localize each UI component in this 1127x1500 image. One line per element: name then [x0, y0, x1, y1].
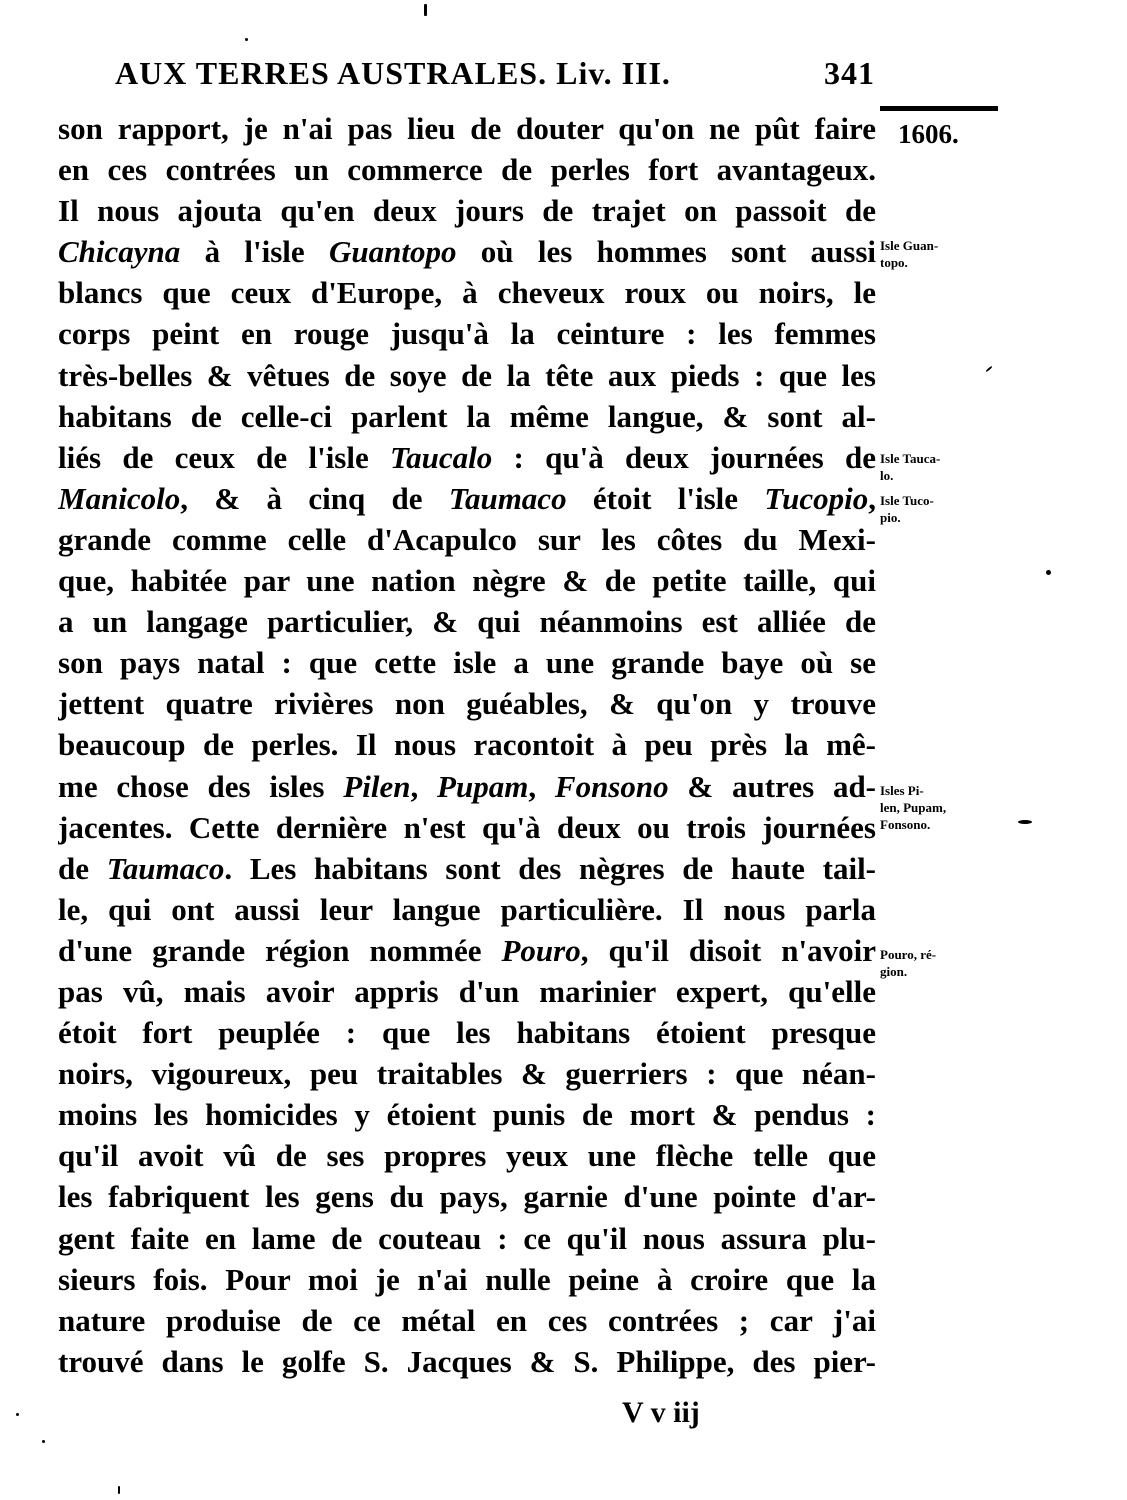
italic-name: Taumaco — [448, 480, 567, 516]
margin-note-line: pio. — [880, 510, 901, 525]
body-text — [58, 108, 876, 1382]
text-line: a un langage particulier, & qui néanmoins est alliée de — [58, 604, 876, 640]
italic-name: Pouro — [501, 932, 581, 968]
margin-note-pouro — [880, 946, 1010, 980]
italic-name: Pupam — [437, 768, 529, 804]
text-line: les fabriquent les gens du pays, garnie d'une pointe d'ar- — [58, 1179, 876, 1215]
text-segment: & autres ad- — [668, 768, 876, 804]
text-line: son rapport, je n'ai pas lieu de douter qu'on ne pût faire — [58, 111, 876, 146]
margin-year: 1606. — [898, 119, 959, 149]
italic-name: Fonsono — [554, 768, 669, 804]
margin-note-line: Isle Tuco- — [880, 493, 934, 508]
text-line: sieurs fois. Pour moi je n'ai nulle peine à croire que la — [58, 1261, 876, 1297]
margin-note-line: lo. — [880, 468, 894, 483]
text-segment: étoit l'isle — [566, 480, 765, 516]
speck — [1018, 820, 1032, 824]
margin-note-line: Isle Guan- — [880, 238, 939, 253]
italic-name: Manicolo — [58, 480, 181, 516]
text-segment: . Les habitans sont des nègres de haute tail- — [224, 850, 876, 886]
text-line: gent faite en lame de couteau : ce qu'il nous assura plu- — [58, 1220, 876, 1256]
text-line: corps peint en rouge jusqu'à la ceinture : les femmes — [58, 316, 876, 352]
text-segment: d'une grande région nommée — [58, 932, 502, 968]
text-line: que, habitée par une nation nègre & de petite taille, qui — [58, 563, 876, 599]
text-segment: où les hommes sont aussi — [456, 234, 876, 270]
text-segment: me chose des isles — [58, 768, 344, 804]
text-line — [58, 766, 876, 807]
text-segment: , — [528, 768, 555, 804]
text-line: moins les homicides y étoient punis de mort & pendus : — [58, 1097, 876, 1133]
text-line — [58, 437, 876, 478]
margin-note-pilen-pupam-fonsono — [880, 782, 1010, 833]
text-segment: liés de ceux de l'isle — [58, 439, 391, 475]
italic-name: Chicayna — [58, 234, 181, 270]
text-segment: , — [868, 480, 876, 516]
text-segment: à l'isle — [180, 234, 329, 270]
speck — [118, 1486, 120, 1494]
speck — [42, 1440, 45, 1443]
italic-name: Tucopio — [764, 480, 869, 516]
text-line: blancs que ceux d'Europe, à cheveux roux ou noirs, le — [58, 275, 876, 311]
text-segment: : qu'à deux journées de — [492, 439, 876, 475]
italic-name: Taumaco — [106, 850, 225, 886]
text-segment: , — [410, 768, 438, 804]
margin-note-line: Pouro, ré- — [880, 947, 937, 962]
italic-name: Pilen — [343, 768, 411, 804]
text-line — [58, 930, 876, 971]
speck — [985, 366, 992, 373]
text-segment: , & à cinq de — [180, 480, 449, 516]
text-line: pas vû, mais avoir appris d'un marinier expert, qu'elle — [58, 973, 876, 1009]
text-segment: , qu'il disoit n'avoir — [580, 932, 876, 968]
margin-note-line: Isle Tauca- — [880, 451, 941, 466]
text-line: jettent quatre rivières non guéables, & qu'on y trouve — [58, 686, 876, 722]
margin-rule — [880, 106, 998, 111]
signature-mark: V v iij — [622, 1396, 700, 1429]
speck — [1046, 570, 1051, 575]
margin-note-line: topo. — [880, 255, 908, 270]
text-line: grande comme celle d'Acapulco sur les côtes du Mexi- — [58, 521, 876, 557]
text-line: nature produise de ce métal en ces contrées ; car j'ai — [58, 1302, 876, 1338]
margin-note-line: Fonsono. — [880, 817, 931, 832]
speck — [245, 38, 248, 41]
margin-note-guantopo — [880, 237, 1010, 271]
speck — [424, 4, 427, 16]
text-line: qu'il avoit vû de ses propres yeux une flèche telle que — [58, 1138, 876, 1174]
margin-note-line: gion. — [880, 964, 908, 979]
running-header — [115, 50, 875, 96]
margin-note-line: len, Pupam, — [880, 800, 947, 815]
text-line: beaucoup de perles. Il nous racontoit à peu près la mê- — [58, 727, 876, 763]
margin-note-taucalo — [880, 450, 1010, 484]
text-line — [58, 848, 876, 889]
text-line: son pays natal : que cette isle a une grande baye où se — [58, 645, 876, 681]
italic-name: Guantopo — [329, 234, 457, 270]
speck — [16, 1413, 19, 1416]
text-line — [58, 478, 876, 519]
margin-note-tucopio — [880, 492, 1010, 526]
text-line: étoit fort peuplée : que les habitans étoient presque — [58, 1015, 876, 1051]
text-line: le, qui ont aussi leur langue particulière. Il nous parla — [58, 891, 876, 927]
text-line — [58, 231, 876, 272]
margin-note-line: Isles Pi- — [880, 783, 924, 798]
running-title: AUX TERRES AUSTRALES. Liv. III. — [115, 55, 671, 91]
text-line: très-belles & vêtues de soye de la tête aux pieds : que les — [58, 357, 876, 393]
text-line: Il nous ajouta qu'en deux jours de trajet on passoit de — [58, 193, 876, 229]
page-number: 341 — [824, 55, 875, 91]
text-line: en ces contrées un commerce de perles fort avantageux. — [58, 152, 876, 188]
text-line: habitans de celle-ci parlent la même langue, & sont al- — [58, 398, 876, 434]
text-line: noirs, vigoureux, peu traitables & guerriers : que néan- — [58, 1056, 876, 1092]
text-segment: de — [58, 850, 107, 886]
italic-name: Taucalo — [390, 439, 493, 475]
text-line: jacentes. Cette dernière n'est qu'à deux ou trois journées — [58, 809, 876, 845]
text-line: trouvé dans le golfe S. Jacques & S. Philippe, des pier- — [58, 1343, 876, 1379]
